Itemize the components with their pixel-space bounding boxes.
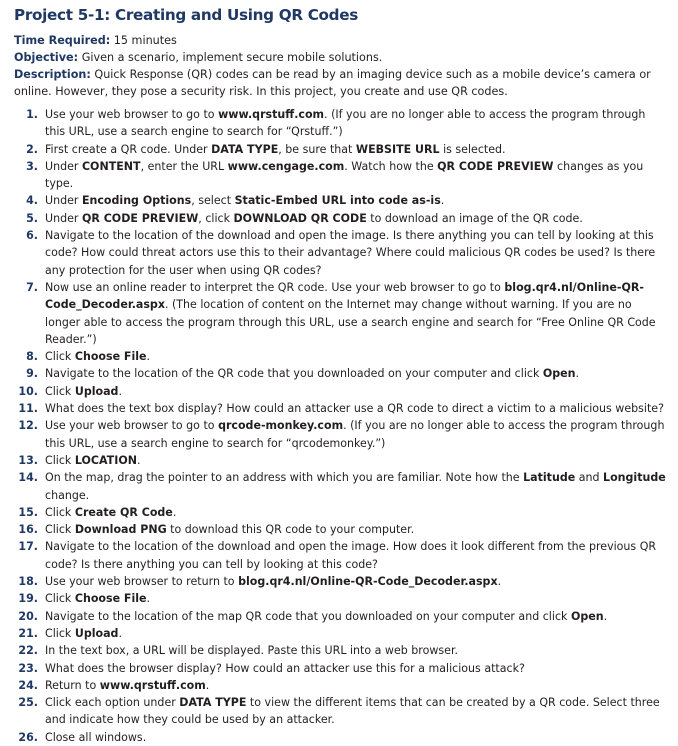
description-label: Description: <box>14 68 91 81</box>
step-item <box>16 642 666 659</box>
step-item <box>16 279 666 348</box>
step-text: Click LOCATION. <box>45 453 141 467</box>
step-number: 14. <box>18 471 38 485</box>
step-text: Under Encoding Options, select Static-Embed URL into code as-is. <box>45 194 445 208</box>
step-number: 9. <box>26 367 38 381</box>
step-number: 4. <box>26 194 38 208</box>
step-number: 15. <box>18 505 38 519</box>
step-number: 18. <box>18 575 38 589</box>
objective-label: Objective: <box>14 51 79 64</box>
step-number: 10. <box>18 384 38 398</box>
step-number: 17. <box>18 540 38 554</box>
step-item <box>16 192 666 209</box>
step-item <box>16 400 666 417</box>
description <box>14 66 662 100</box>
step-item <box>16 521 666 538</box>
step-text: Now use an online reader to interpret the QR code. Use your web browser to go to blog.qr4.nl/Online-QR-Code_Decoder.aspx. (The location of content on the Internet may change without warning. If you are no longer able to access the program through this URL, use a search engine and search for “Free Online QR Code Reader.”) <box>45 280 656 346</box>
step-item <box>16 625 666 642</box>
step-item <box>16 573 666 590</box>
step-text: Under QR CODE PREVIEW, click DOWNLOAD QR CODE to download an image of the QR code. <box>45 211 583 225</box>
time-required-label: Time Required: <box>14 34 111 47</box>
step-number: 3. <box>26 159 38 173</box>
step-item <box>16 694 666 729</box>
step-text: What does the browser display? How could an attacker use this for a malicious attack? <box>45 661 525 675</box>
step-number: 19. <box>18 592 38 606</box>
step-number: 2. <box>26 142 38 156</box>
steps-list <box>16 106 666 746</box>
step-text: Click each option under DATA TYPE to view the different items that can be created by a QR code. Select three and indicate how they could be used by an attacker. <box>45 696 660 727</box>
time-required-value: 15 minutes <box>113 34 177 47</box>
step-item <box>16 660 666 677</box>
step-number: 7. <box>26 280 38 294</box>
step-item <box>16 210 666 227</box>
step-number: 12. <box>18 419 38 433</box>
step-text: Click Upload. <box>45 626 122 640</box>
objective-value: Given a scenario, implement secure mobile solutions. <box>81 51 383 64</box>
step-item <box>16 677 666 694</box>
page-title: Project 5-1: Creating and Using QR Codes <box>14 6 358 24</box>
step-number: 26. <box>18 730 38 744</box>
step-text: First create a QR code. Under DATA TYPE, be sure that WEBSITE URL is selected. <box>45 142 506 156</box>
step-text: What does the text box display? How could an attacker use a QR code to direct a victim to a malicious website? <box>45 402 664 416</box>
step-item <box>16 608 666 625</box>
step-item <box>16 227 666 279</box>
step-text: Return to www.qrstuff.com. <box>45 678 210 692</box>
step-item <box>16 590 666 607</box>
step-text: Click Choose File. <box>45 592 151 606</box>
step-number: 23. <box>18 661 38 675</box>
step-item <box>16 141 666 158</box>
time-required <box>14 32 177 49</box>
step-text: On the map, drag the pointer to an address with which you are familiar. Note how the Latitude and Longitude change. <box>45 471 666 502</box>
step-item <box>16 469 666 504</box>
step-text: Navigate to the location of the QR code that you downloaded on your computer and click Open. <box>45 367 580 381</box>
step-item <box>16 106 666 141</box>
step-text: Under CONTENT, enter the URL www.cengage.com. Watch how the QR CODE PREVIEW changes as you type. <box>45 159 644 191</box>
step-item <box>16 452 666 469</box>
step-text: Click Download PNG to download this QR code to your computer. <box>45 523 415 537</box>
step-item <box>16 538 666 573</box>
step-number: 5. <box>26 211 38 225</box>
step-number: 21. <box>18 626 38 640</box>
step-number: 1. <box>26 108 38 121</box>
step-item <box>16 383 666 400</box>
description-value: Quick Response (QR) codes can be read by an imaging device such as a mobile device’s camera or online. However, they pose a security risk. In this project, you create and use QR codes. <box>14 68 651 99</box>
step-text: Use your web browser to go to www.qrstuff.com. (If you are no longer able to access the program through this URL, use a search engine to search for “Qrstuff.”) <box>45 108 646 139</box>
step-number: 13. <box>18 453 38 467</box>
step-item <box>16 348 666 365</box>
step-text: Navigate to the location of the download and open the image. How does it look different from the previous QR code? Is there anything you can tell by looking at this code? <box>45 540 657 571</box>
step-number: 24. <box>18 678 38 692</box>
step-text: Click Create QR Code. <box>45 505 177 519</box>
step-number: 8. <box>26 350 38 364</box>
step-text: Use your web browser to return to blog.qr4.nl/Online-QR-Code_Decoder.aspx. <box>45 575 502 589</box>
step-item <box>16 729 666 746</box>
objective <box>14 49 382 66</box>
step-text: Use your web browser to go to qrcode-monkey.com. (If you are no longer able to access the program through this URL, use a search engine to search for “qrcodemonkey.”) <box>45 419 665 450</box>
step-item <box>16 158 666 193</box>
step-text: Navigate to the location of the map QR code that you downloaded on your computer and click Open. <box>45 609 608 623</box>
step-item <box>16 504 666 521</box>
step-text: Click Upload. <box>45 384 122 398</box>
step-number: 22. <box>18 644 38 658</box>
step-text: Close all windows. <box>45 730 147 744</box>
step-item <box>16 417 666 452</box>
step-number: 20. <box>18 609 38 623</box>
step-item <box>16 365 666 382</box>
step-text: Navigate to the location of the download and open the image. Is there anything you can tell by looking at this code? How could threat actors use this to their advantage? Where could malicious QR codes be used? Is there any protection for the user when using QR codes? <box>45 229 656 277</box>
step-number: 11. <box>18 402 38 416</box>
step-number: 16. <box>18 523 38 537</box>
step-text: Click Choose File. <box>45 350 151 364</box>
step-number: 6. <box>26 229 38 243</box>
step-number: 25. <box>18 696 38 710</box>
step-text: In the text box, a URL will be displayed. Paste this URL into a web browser. <box>45 644 458 658</box>
